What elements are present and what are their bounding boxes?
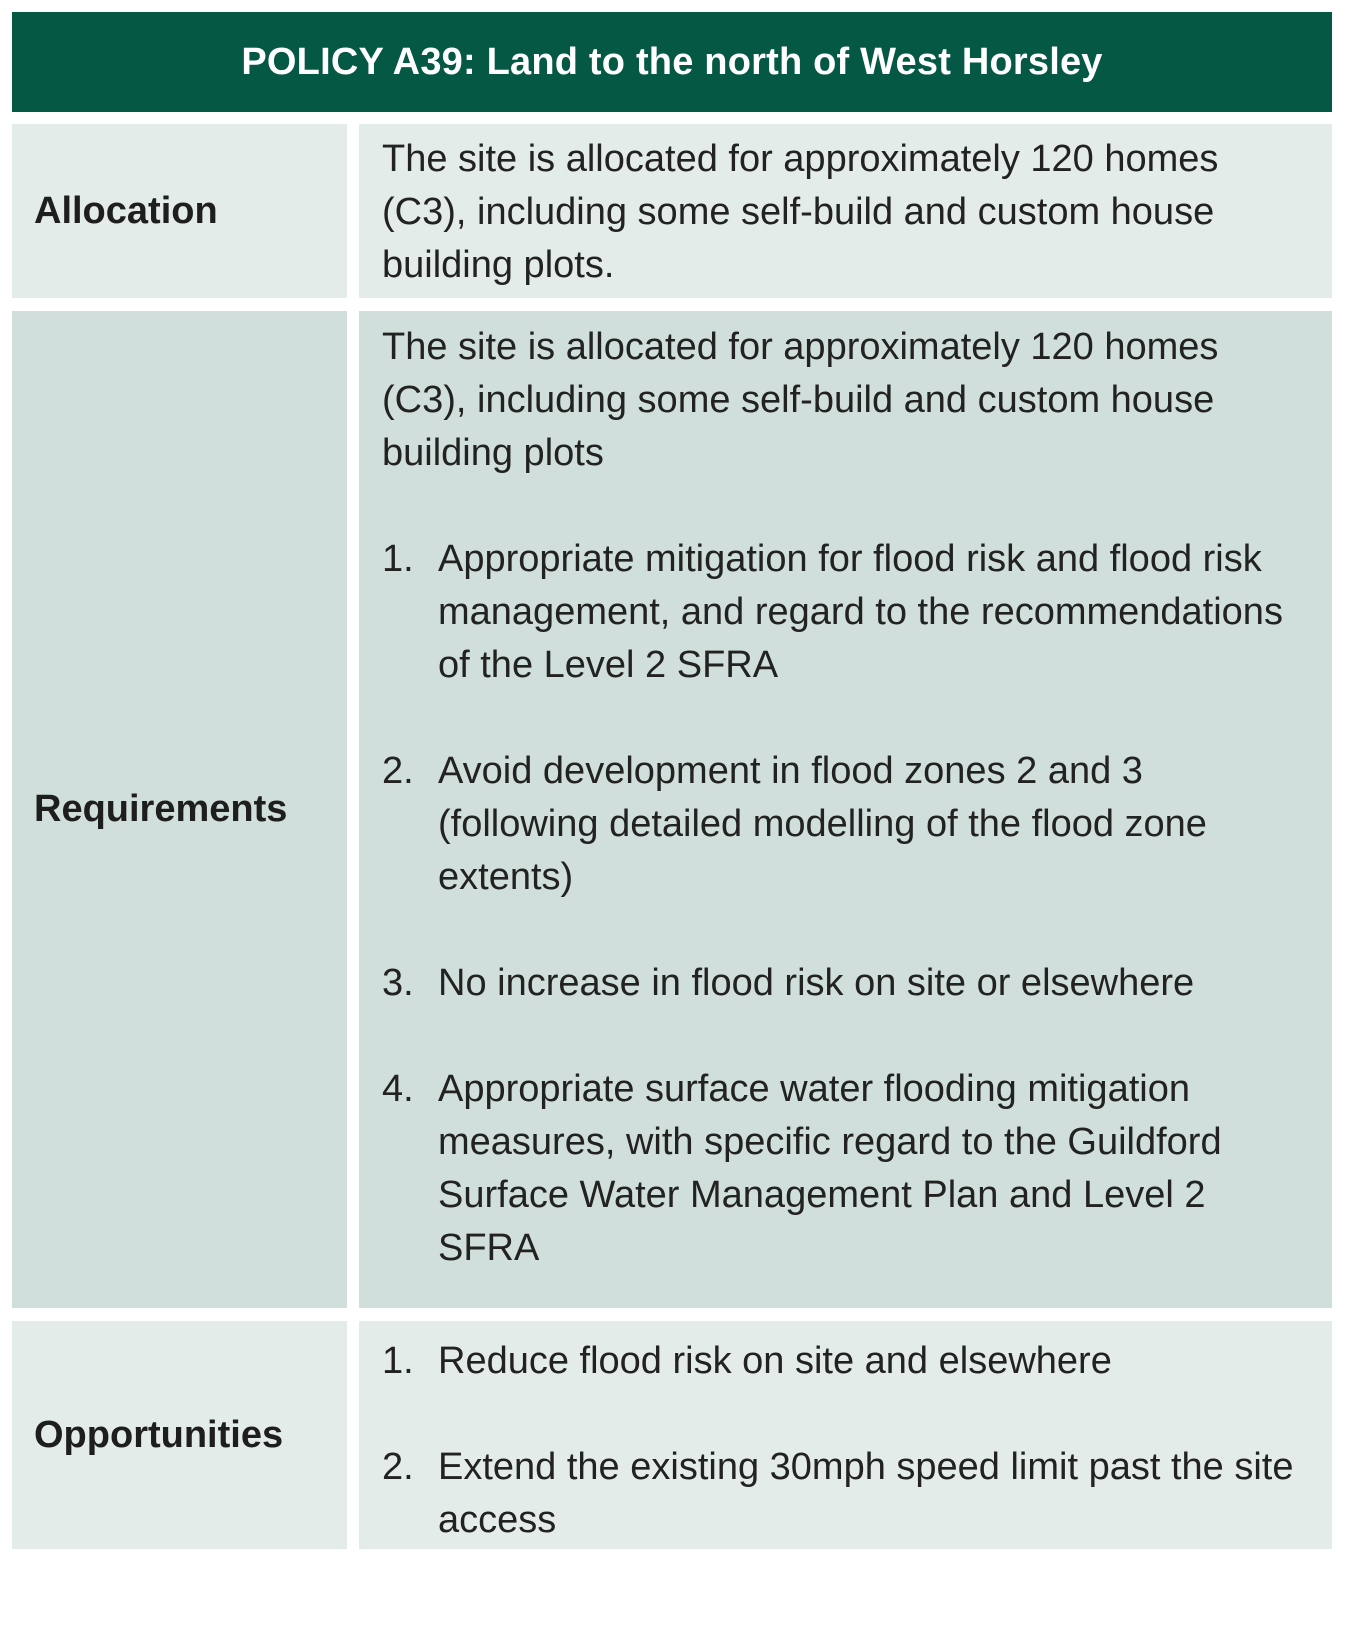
opportunities-label-cell — [12, 1321, 347, 1549]
requirements-list — [382, 533, 1308, 1275]
policy-title: POLICY A39: Land to the north of West Horsley — [12, 12, 1332, 112]
list-number: 2. — [382, 750, 414, 792]
list-number: 4. — [382, 1068, 414, 1110]
list-item — [382, 1335, 1308, 1388]
allocation-label: Allocation — [34, 189, 218, 232]
requirements-label: Requirements — [34, 788, 288, 830]
list-text: Reduce flood risk on site and elsewhere — [438, 1340, 1112, 1382]
list-number: 1. — [382, 538, 414, 580]
requirements-intro: The site is allocated for approximately 120 homes (C3), including some self-build and custom house building plots — [382, 326, 1219, 474]
list-number: 2. — [382, 1446, 414, 1488]
list-text: Avoid development in flood zones 2 and 3 (following detailed modelling of the flood zone extents) — [438, 750, 1207, 898]
list-item — [382, 957, 1308, 1010]
list-text: Appropriate mitigation for flood risk and flood risk management, and regard to the recommendations of the Level 2 SFRA — [438, 538, 1283, 686]
opportunities-list — [382, 1335, 1308, 1547]
list-number: 3. — [382, 962, 414, 1004]
list-text: No increase in flood risk on site or elsewhere — [438, 962, 1195, 1004]
opportunities-label: Opportunities — [34, 1413, 284, 1456]
list-item — [382, 533, 1308, 692]
list-item — [382, 1063, 1308, 1275]
requirements-content-cell — [359, 311, 1332, 1308]
allocation-label-cell — [12, 124, 347, 298]
requirements-label-cell — [12, 311, 347, 1308]
list-item — [382, 745, 1308, 904]
list-text: Appropriate surface water flooding mitigation measures, with specific regard to the Guildford Surface Water Management Plan and Level 2 SFRA — [438, 1068, 1222, 1269]
list-text: Extend the existing 30mph speed limit past the site access — [438, 1446, 1294, 1541]
list-number: 1. — [382, 1340, 414, 1382]
opportunities-content-cell — [359, 1321, 1332, 1549]
list-item — [382, 1441, 1308, 1547]
allocation-content-cell — [359, 124, 1332, 298]
allocation-text: The site is allocated for approximately 120 homes (C3), including some self-build and custom house building plots. — [382, 138, 1219, 286]
